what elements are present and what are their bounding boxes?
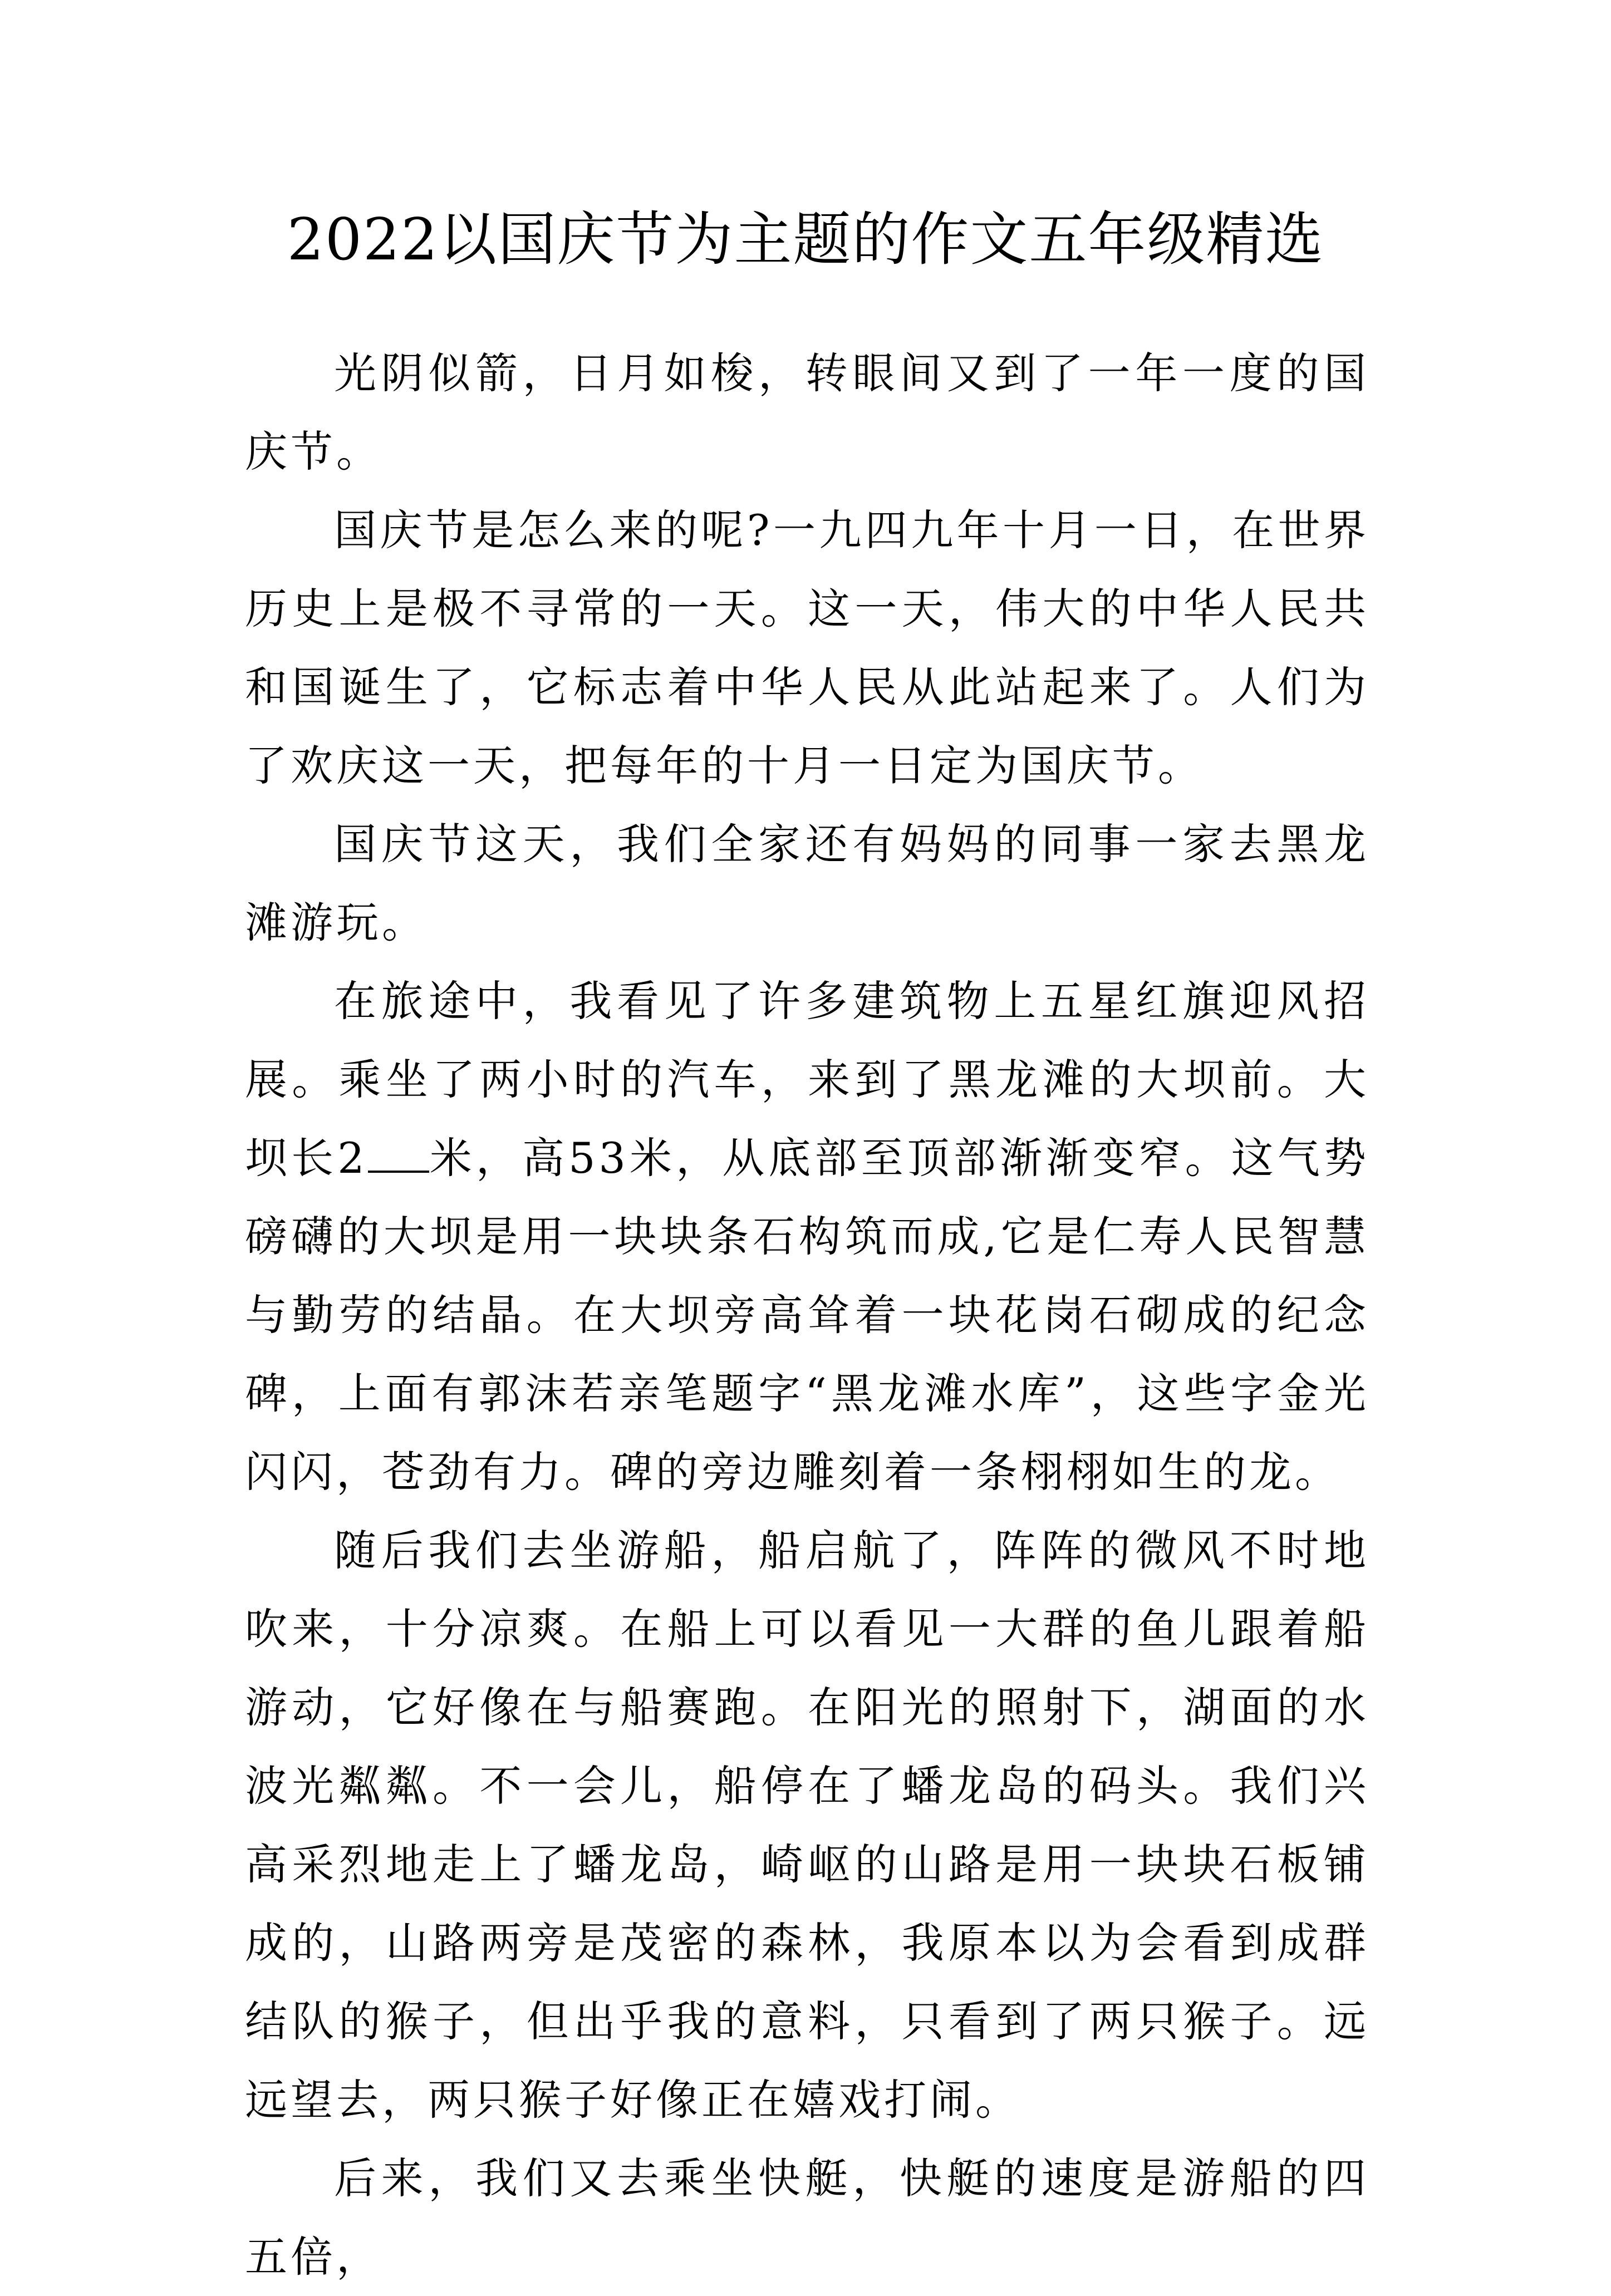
- paragraph-4-part-2: 米，高53米，从底部至顶部渐渐变窄。这气势磅礴的大坝是用一块块条石构筑而成,它是仁寿人民智慧与勤劳的结晶。在大坝旁高耸着一块花岗石砌成的纪念碑，上面有郭沫若亲笔题字“黑龙滩水库”，这些字金光闪闪，苍劲有力。碑的旁边雕刻着一条栩栩如生的龙。: [245, 1133, 1369, 1497]
- paragraph-4: [245, 962, 1369, 1511]
- paragraph-3: 国庆节这天，我们全家还有妈妈的同事一家去黑龙滩游玩。: [245, 819, 1369, 947]
- essay-body: [245, 334, 1369, 2296]
- paragraph-4-part-1: 在旅途中，我看见了许多建筑物上五星红旗迎风招展。乘坐了两小时的汽车，来到了黑龙滩的大坝前。大坝长2: [245, 976, 1369, 1183]
- paragraph-1: 光阴似箭，日月如梭，转眼间又到了一年一度的国庆节。: [245, 348, 1369, 476]
- paragraph-2: 国庆节是怎么来的呢?一九四九年十月一日，在世界历史上是极不寻常的一天。这一天，伟大的中华人民共和国诞生了，它标志着中华人民从此站起来了。人们为了欢庆这一天，把每年的十月一日定为国庆节。: [245, 505, 1369, 790]
- paragraph-5: 随后我们去坐游船，船启航了，阵阵的微风不时地吹来，十分凉爽。在船上可以看见一大群的鱼儿跟着船游动，它好像在与船赛跑。在阳光的照射下，湖面的水波光粼粼。不一会儿，船停在了蟠龙岛的码头。我们兴高采烈地走上了蟠龙岛，崎岖的山路是用一块块石板铺成的，山路两旁是茂密的森林，我原本以为会看到成群结队的猴子，但出乎我的意料，只看到了两只猴子。远远望去，两只猴子好像正在嬉戏打闹。: [245, 1526, 1369, 2125]
- document-title: 2022以国庆节为主题的作文五年级精选: [287, 205, 1324, 273]
- paragraph-6: 后来，我们又去乘坐快艇，快艇的速度是游船的四五倍，: [245, 2154, 1369, 2282]
- blank-underline: [368, 1132, 429, 1173]
